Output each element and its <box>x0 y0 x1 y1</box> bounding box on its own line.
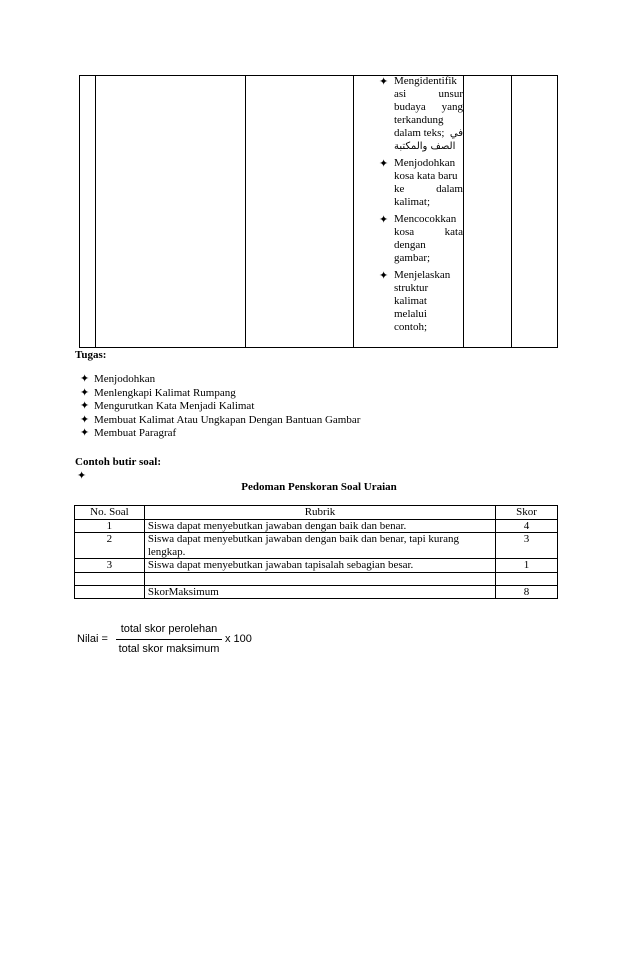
formula-label: Nilai = <box>77 633 108 645</box>
indicator-text: struktur <box>394 282 429 294</box>
star-bullet-icon: ✦ <box>379 214 389 226</box>
list-item: ✦ Menlengkapi Kalimat Rumpang <box>80 386 236 399</box>
cell-skor: 3 <box>496 533 558 559</box>
cell-skor <box>496 572 558 585</box>
formula-denominator: total skor maksimum <box>118 643 220 655</box>
arabic-text: الصف والمكتبة <box>394 141 456 152</box>
list-item: ✦ Menjodohkan <box>80 373 156 385</box>
indicator-text: asi unsur <box>394 88 463 100</box>
star-bullet-icon: ✦ <box>80 427 90 439</box>
cell-rubrik: Siswa dapat menyebutkan jawaban dengan baik dan benar, tapi kurang lengkap. <box>144 533 495 559</box>
table-header-row <box>75 506 558 520</box>
indicator-text: ke dalam <box>394 183 463 195</box>
cell-skor: 1 <box>496 559 558 573</box>
table-row <box>75 519 558 533</box>
star-bullet-icon: ✦ <box>80 413 90 426</box>
indicator-text: kalimat; <box>394 196 431 208</box>
fraction-bar <box>116 639 222 640</box>
rubric-title: Pedoman Penskoran Soal Uraian <box>241 481 397 493</box>
star-bullet-icon: ✦ <box>80 400 90 412</box>
star-bullet-icon: ✦ <box>379 76 389 88</box>
formula-numerator: total skor perolehan <box>120 623 218 635</box>
cell-no: 3 <box>75 559 145 573</box>
column-header: Skor <box>496 506 558 520</box>
table-column-divider <box>511 76 512 347</box>
tugas-list <box>80 373 360 441</box>
table-row <box>75 585 558 599</box>
star-bullet-icon: ✦ <box>77 470 87 482</box>
indicator-text: Menjelaskan <box>394 269 451 281</box>
indicator-text: kosa kata baru <box>394 170 458 182</box>
contoh-heading: Contoh butir soal: <box>75 456 161 468</box>
indicator-item <box>375 213 463 265</box>
indicator-text: dengan <box>394 239 426 251</box>
cell-no <box>75 572 145 585</box>
indicator-item <box>375 75 463 153</box>
table-column-divider <box>353 76 354 347</box>
table-column-divider <box>463 76 464 347</box>
column-header: No. Soal <box>75 506 145 520</box>
indicator-item <box>375 269 463 334</box>
indicator-text: Mencocokkan <box>394 213 457 225</box>
star-bullet-icon: ✦ <box>80 373 90 385</box>
indicator-text: gambar; <box>394 252 431 264</box>
indicator-text: contoh; <box>394 321 427 333</box>
cell-rubrik <box>144 572 495 585</box>
cell-rubrik: Siswa dapat menyebutkan jawaban dengan baik dan benar. <box>144 519 495 533</box>
table-row <box>75 559 558 573</box>
cell-no: 1 <box>75 519 145 533</box>
list-item: ✦ Mengurutkan Kata Menjadi Kalimat <box>80 400 255 412</box>
table-row <box>75 572 558 585</box>
star-bullet-icon: ✦ <box>379 158 389 170</box>
indicator-text: dalam teks; في <box>394 127 463 139</box>
column-header: Rubrik <box>144 506 495 520</box>
tugas-heading: Tugas: <box>75 349 107 361</box>
cell-no: 2 <box>75 533 145 559</box>
cell-rubrik: SkorMaksimum <box>144 585 495 599</box>
indicator-text: Mengidentifik <box>394 75 457 87</box>
list-item: ✦ Membuat Paragraf <box>80 427 177 439</box>
indicator-text: terkandung <box>394 114 444 126</box>
cell-rubrik: Siswa dapat menyebutkan jawaban tapisalah sebagian besar. <box>144 559 495 573</box>
indicator-list <box>375 75 463 334</box>
formula-multiplier: x 100 <box>225 633 252 645</box>
star-bullet-icon: ✦ <box>80 386 90 399</box>
indicator-text: budaya yang <box>394 101 463 113</box>
indicator-text: Menjodohkan <box>394 157 456 169</box>
list-item: ✦ Membuat Kalimat Atau Ungkapan Dengan Bantuan Gambar <box>80 413 361 426</box>
star-bullet-icon: ✦ <box>379 270 389 282</box>
table-column-divider <box>245 76 246 347</box>
indicator-text: kosa kata <box>394 226 463 238</box>
indicator-text: melalui <box>394 308 427 320</box>
rubric-table <box>74 505 558 599</box>
table-column-divider <box>95 76 96 347</box>
competency-table <box>79 75 558 348</box>
cell-no <box>75 585 145 599</box>
cell-skor: 8 <box>496 585 558 599</box>
cell-skor: 4 <box>496 519 558 533</box>
indicator-item <box>375 157 463 209</box>
indicator-text: kalimat <box>394 295 427 307</box>
table-row <box>75 533 558 559</box>
